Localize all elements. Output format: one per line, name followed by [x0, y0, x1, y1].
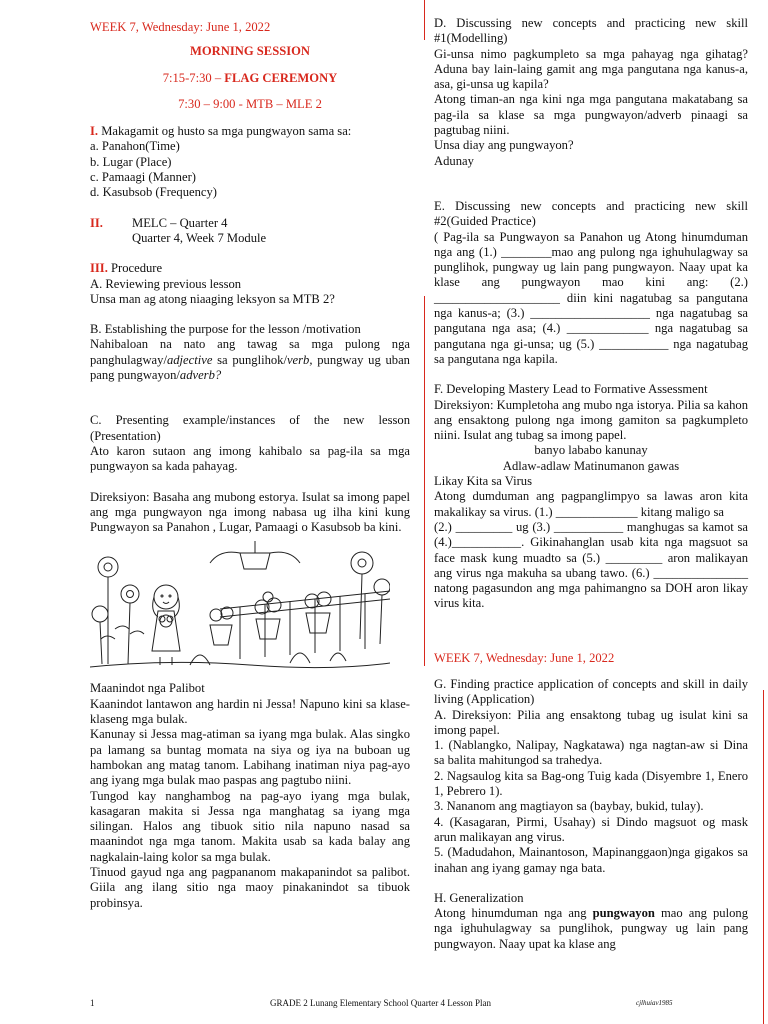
- objective-item: d. Kasubsob (Frequency): [90, 185, 217, 200]
- word-box-line: Adlaw-adlaw Matinumanon gawas: [502, 458, 680, 473]
- story-paragraph: Kanunay si Jessa mag-atiman sa iyang mga bulak. Alas singko pa lamang sa buntag momata na siya og iya na buboan ug hambokan ang matag tanom. Labihang inatiman niya pag-ayo ang iyang mga bulak mao paspas ang pagtubo niini.: [90, 727, 410, 788]
- section-g-text: A. Direksiyon: Pilia ang ensaktong tubag ug isulat kini sa imong papel.: [434, 707, 748, 737]
- f-story-title: Likay Kita sa Virus: [434, 474, 532, 489]
- b-adjective: adjective: [166, 352, 213, 367]
- section-f-title: F. Developing Mastery Lead to Formative Assessment: [434, 382, 708, 397]
- section-h-text: [434, 906, 748, 952]
- section-d-text: Unsa diay ang pungwayon?: [434, 138, 574, 153]
- footer-title: GRADE 2 Lunang Elementary School Quarter 4 Lesson Plan: [270, 998, 491, 1008]
- b-text-part: sa punglihok/: [212, 352, 287, 367]
- section-c-text: Ato karon sutaon ang imong kahibalo sa pag-ila sa mga pungwayon sa kada pahayag.: [90, 443, 410, 474]
- objective-item: b. Lugar (Place): [90, 154, 172, 169]
- g-item: 2. Nagsaulog kita sa Bag-ong Tuig kada (Disyembre 1, Enero 1, Pebrero 1).: [434, 768, 748, 799]
- flag-ceremony-line: [90, 71, 410, 86]
- melc-line-1: MELC – Quarter 4: [132, 215, 228, 230]
- section-e-text: ( Pag-ila sa Pungwayon sa Panahon ug Atong hinumduman nga ang (1.) ________mao ang pulong nga ighuhulagway sa punglihok, pungway ug lain pang pungwayon. Naay upat ka klase ang pungwayon mao kini ang: (2.) ____________________ diin kini nagatubag sa pangutana nga kanus-a; (3.) ___________________ nga nagatubag sa pangutana nga asa; (4.) _____________ nga nagatubag sa pangutana nga gi-unsa; ug (5.) ___________ nga nagatubag sa pangutana nga kapila.: [434, 229, 748, 366]
- procedure-num: III.: [90, 261, 108, 276]
- right-red-rule: [763, 690, 764, 1024]
- b-text-part: Nahibaloan na nato ang tawag sa mga pulong nga panghulagway/: [90, 337, 410, 367]
- garden-illustration: [90, 539, 390, 679]
- section-d-text: Gi-unsa nimo pagkumpleto sa mga pahayag nga gihatag? Aduna bay lain-laing gamit ang mga pangutana nga kanus-a, asa, gi-unsa ug kapila?: [434, 46, 748, 92]
- section-d-title: D. Discussing new concepts and practicing new skill #1(Modelling): [434, 16, 748, 46]
- objective-item: a. Panahon(Time): [90, 139, 180, 154]
- melc-num: II.: [90, 215, 103, 230]
- section-c-title: C. Presenting example/instances of the new lesson (Presentation): [90, 413, 410, 443]
- section-f-text: Direksiyon: Kumpletoha ang mubo nga istorya. Pilia sa kahon ang ensaktong pulong nga imong gamiton sa pagkumpleto niini. Isulat ang tubag sa imong papel.: [434, 397, 748, 443]
- section-h-title: H. Generalization: [434, 890, 524, 905]
- h-text-part: mao ang pulong nga ighuhulagway sa punglihok, pungway ug lain pang pungwayon. Naay upat ka klase ang: [434, 906, 748, 951]
- direksiyon-text: Direksiyon: Basaha ang mubong estorya. Isulat sa imong papel ang mga pungwayon nga imong nabasa ug ilha kini kung Pungwayon sa Panahon , Lugar, Pamaagi o Kasubsob ba kini.: [90, 489, 410, 535]
- f-story-text: Atong dumduman ang pagpanglimpyo sa lawas aron kita makalikay sa virus. (1.) _____________ kitang maligo sa: [434, 489, 748, 519]
- word-box-line: banyo lababo kanunay: [534, 443, 648, 458]
- mtb-time-line: 7:30 – 9:00 - MTB – MLE 2: [178, 96, 322, 111]
- top-red-rule: [424, 0, 425, 40]
- procedure-heading: [90, 261, 410, 276]
- story-paragraph: Tungod kay nanghambog na pag-ayo iyang mga bulak, kasagaran makita si Jessa nga manghatag sa iyang mga silingan. Halos ang tibuok sitio nila napuno nasad sa maanindot nga mga tanom. Makita usab sa kada balay ang nagkalain-laing kolor sa mga bulak.: [90, 788, 410, 864]
- section-a-text: Unsa man ag atong niaaging leksyon sa MTB 2?: [90, 291, 335, 306]
- story-title: Maanindot nga Palibot: [90, 681, 205, 696]
- procedure-label: Procedure: [111, 261, 163, 276]
- b-verb: verb,: [286, 352, 313, 367]
- melc-line-2: Quarter 4, Week 7 Module: [132, 230, 267, 245]
- objective-text: Makagamit og husto sa mga pungwayon sama sa:: [101, 124, 352, 139]
- flag-label: FLAG CEREMONY: [224, 70, 338, 85]
- h-keyword: pungwayon: [592, 906, 655, 921]
- divider-red-rule: [424, 296, 425, 666]
- melc-line: [90, 216, 410, 231]
- section-b-title: B. Establishing the purpose for the lesson /motivation: [90, 322, 361, 337]
- section-a-title: A. Reviewing previous lesson: [90, 276, 242, 291]
- section-e-title: E. Discussing new concepts and practicing new skill #2(Guided Practice): [434, 198, 748, 229]
- story-paragraph: Tinuod gayud nga ang pagpananom makapanindot sa palibot. Giila ang ilang sitio nga maoy pinakanindot sa tibuok probinsya.: [90, 864, 410, 910]
- b-adverb: adverb?: [179, 368, 222, 383]
- h-text-part: Atong hinumduman nga ang: [434, 906, 593, 921]
- g-item: 1. (Nablangko, Nalipay, Nagkatawa) nga nagtan-aw si Dina sa balita mahitungod sa trahedya.: [434, 738, 748, 768]
- g-item: 3. Nananom ang magtiayon sa (baybay, bukid, tulay).: [434, 799, 704, 814]
- left-column: [90, 0, 410, 911]
- week-header-2: WEEK 7, Wednesday: June 1, 2022: [434, 650, 615, 665]
- page-number: 1: [90, 998, 95, 1008]
- f-story-text: (2.) _________ ug (3.) ___________ manghugas sa kamot sa (4.)___________. Gikinahanglan usab kita nga magsuot sa face mask kung muadto sa (5.) _________ aron malikayan ang virus nga makuha sa ubang tawo. (6.) _______________ natong pagasundon ang mga pahimangno sa DOH aron likay virus kita.: [434, 519, 748, 611]
- signature-mark: cjlhuiav1985: [636, 999, 673, 1007]
- objective-num: I.: [90, 124, 99, 139]
- section-d-text: Atong timan-an nga kini nga mga pangutana makatabang sa pag-ila sa klase sa mga pungwayon/adverb pinaagi sa pagtubag niini.: [434, 92, 748, 138]
- section-g-title: G. Finding practice application of concepts and skill in daily living (Application): [434, 676, 748, 707]
- section-d-text: Adunay: [434, 153, 474, 168]
- g-item: 4. (Kasagaran, Pirmi, Usahay) si Dindo magsuot og mask arun malikayan ang virus.: [434, 814, 748, 844]
- objective-item: c. Pamaagi (Manner): [90, 170, 196, 185]
- flag-time: 7:15-7:30 –: [162, 70, 222, 85]
- story-paragraph: Kaanindot lantawon ang hardin ni Jessa! Napuno kini sa klase-klaseng mga bulak.: [90, 696, 410, 727]
- b-text-part: pungway ug uban pang pungwayon/: [90, 352, 410, 383]
- section-b-text: [90, 337, 410, 383]
- session-title: MORNING SESSION: [189, 44, 311, 59]
- objective-line: [90, 124, 410, 139]
- week-header: WEEK 7, Wednesday: June 1, 2022: [90, 20, 271, 34]
- right-column: [434, 0, 748, 952]
- g-item: 5. (Madudahon, Mainantoson, Mapinanggaon)nga gigakos sa inahan ang iyang gamay nga bata.: [434, 845, 748, 875]
